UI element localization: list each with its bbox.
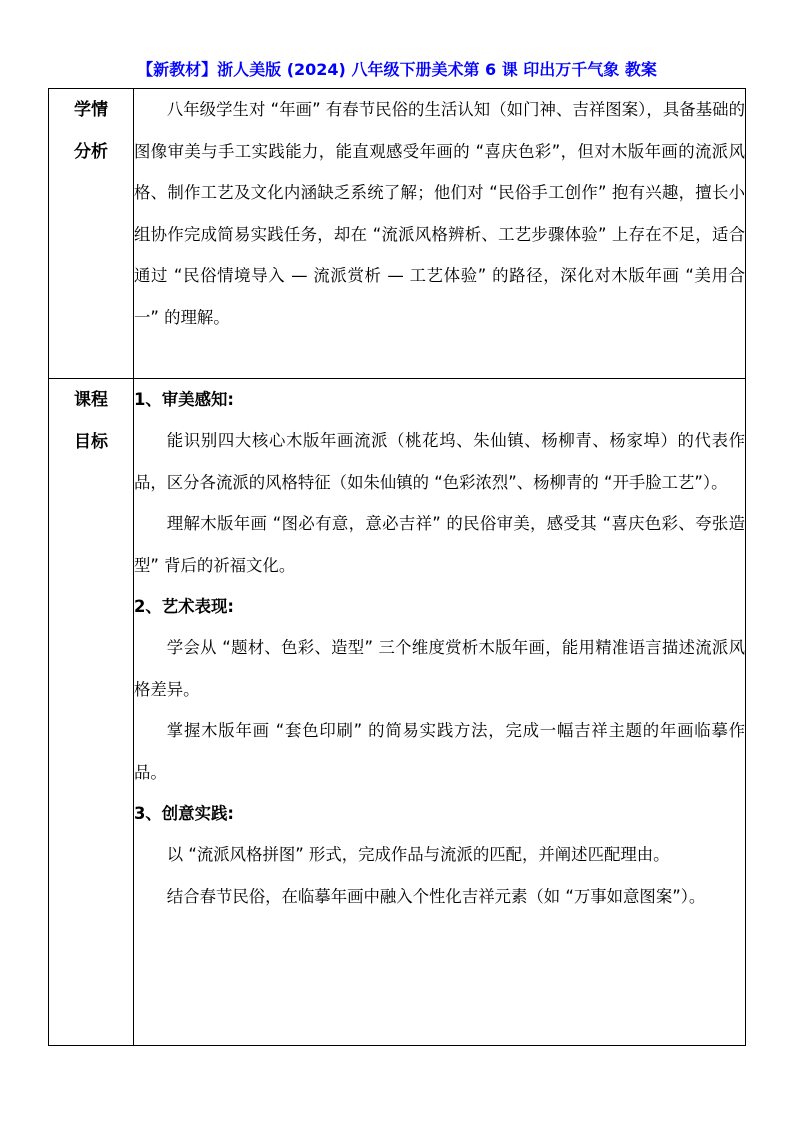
row-label-line-1: 学情 [74, 100, 108, 120]
learner-analysis-content-cell [134, 89, 746, 379]
goal-heading-aesthetic: 1、审美感知: [134, 390, 234, 409]
course-goals-label-cell [49, 379, 134, 1046]
learner-analysis-label-cell [49, 89, 134, 379]
goal-paragraph: 学会从 “题材、色彩、造型” 三个维度赏析木版年画，能用精准语言描述流派风格差异。 [134, 638, 745, 699]
goal-heading-creative: 3、创意实践: [134, 804, 234, 824]
row-label-line-2: 目标 [74, 432, 108, 452]
row-label-line-1: 课程 [74, 390, 108, 410]
table-row-course-goals [49, 379, 746, 1046]
course-goals-content-cell [134, 379, 746, 1046]
goal-paragraph: 掌握木版年画 “套色印刷” 的简易实践方法，完成一幅吉祥主题的年画临摹作品。 [134, 721, 745, 782]
goal-paragraph: 能识别四大核心木版年画流派（桃花坞、朱仙镇、杨柳青、杨家埠）的代表作品，区分各流派的风格特征（如朱仙镇的 “色彩浓烈”、杨柳青的 “开手脸工艺”）。 [134, 431, 745, 492]
learner-analysis-paragraph: 八年级学生对 “年画” 有春节民俗的生活认知（如门神、吉祥图案），具备基础的图像审美与手工实践能力，能直观感受年画的 “喜庆色彩”，但对木版年画的流派风格、制作工艺及文化内涵缺乏系统了解；他们对 “民俗手工创作” 抱有兴趣，擅长小组协作完成简易实践任务，却在 “流派风格辨析、工艺步骤体验” 上存在不足，适合通过 “民俗情境导入 — 流派赏析 — 工艺体验” 的路径，深化对木版年画 “美用合一” 的理解。 [134, 100, 745, 327]
table-row-learner-analysis [49, 89, 746, 379]
goal-paragraph: 以 “流派风格拼图” 形式，完成作品与流派的匹配，并阐述匹配理由。 [166, 845, 670, 865]
goal-paragraph: 结合春节民俗，在临摹年画中融入个性化吉祥元素（如 “万事如意图案”）。 [166, 886, 706, 906]
document-title: 【新教材】浙人美版 (2024) 八年级下册美术第 6 课 印出万千气象 教案 [137, 60, 657, 79]
goal-paragraph: 理解木版年画 “图必有意，意必吉祥” 的民俗审美，感受其 “喜庆色彩、夸张造型” 背后的祈福文化。 [134, 514, 745, 575]
row-label-line-2: 分析 [74, 142, 108, 162]
lesson-plan-table [48, 88, 746, 1046]
goal-heading-expression: 2、艺术表现: [134, 597, 234, 617]
